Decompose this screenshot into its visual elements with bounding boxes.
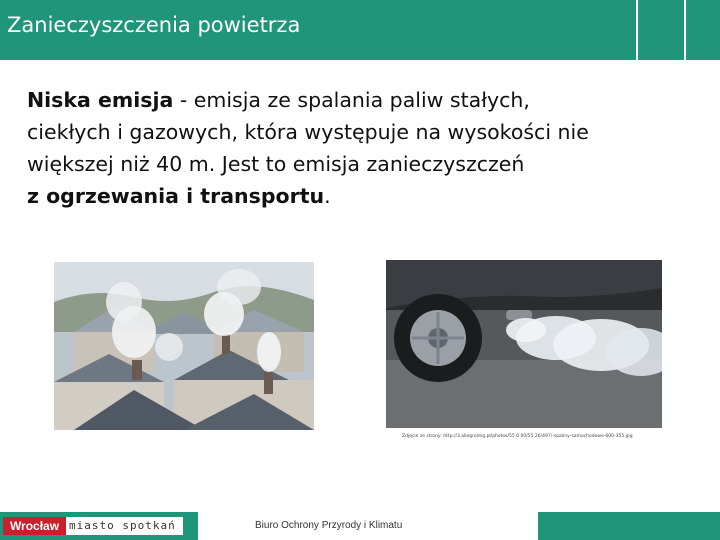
header-divider (684, 0, 686, 60)
slide-title: Zanieczyszczenia powietrza (7, 13, 301, 37)
logo-city (3, 517, 66, 535)
footer-office-label: Biuro Ochrony Przyrody i Klimatu (255, 520, 403, 531)
body-line1: - emisja ze spalania paliw stałych, (173, 88, 530, 112)
chimney-smoke-photo (54, 262, 314, 430)
body-line4-bold: z ogrzewania i transportu (27, 184, 325, 208)
slide-header (0, 0, 720, 60)
body-line2: ciekłych i gazowych, która występuje na wysokości nie (27, 120, 589, 144)
logo-city-text: Wrocław (9, 519, 60, 533)
slide-body-text (27, 84, 667, 212)
car-exhaust-photo (386, 260, 662, 428)
header-divider (636, 0, 638, 60)
term-niska-emisja: Niska emisja (27, 88, 174, 112)
body-line4-end: . (324, 184, 331, 208)
wroclaw-logo (3, 517, 183, 535)
image-credit: Zdjęcie ze strony: http://3.allegroimg.pl/photos/55 0 00/55 26/497/-spaliny-samochodowe-600-355.jpg (402, 434, 633, 439)
logo-slogan: miasto spotkań (69, 519, 176, 532)
body-line3: większej niż 40 m. Jest to emisja zanieczyszczeń (27, 152, 525, 176)
